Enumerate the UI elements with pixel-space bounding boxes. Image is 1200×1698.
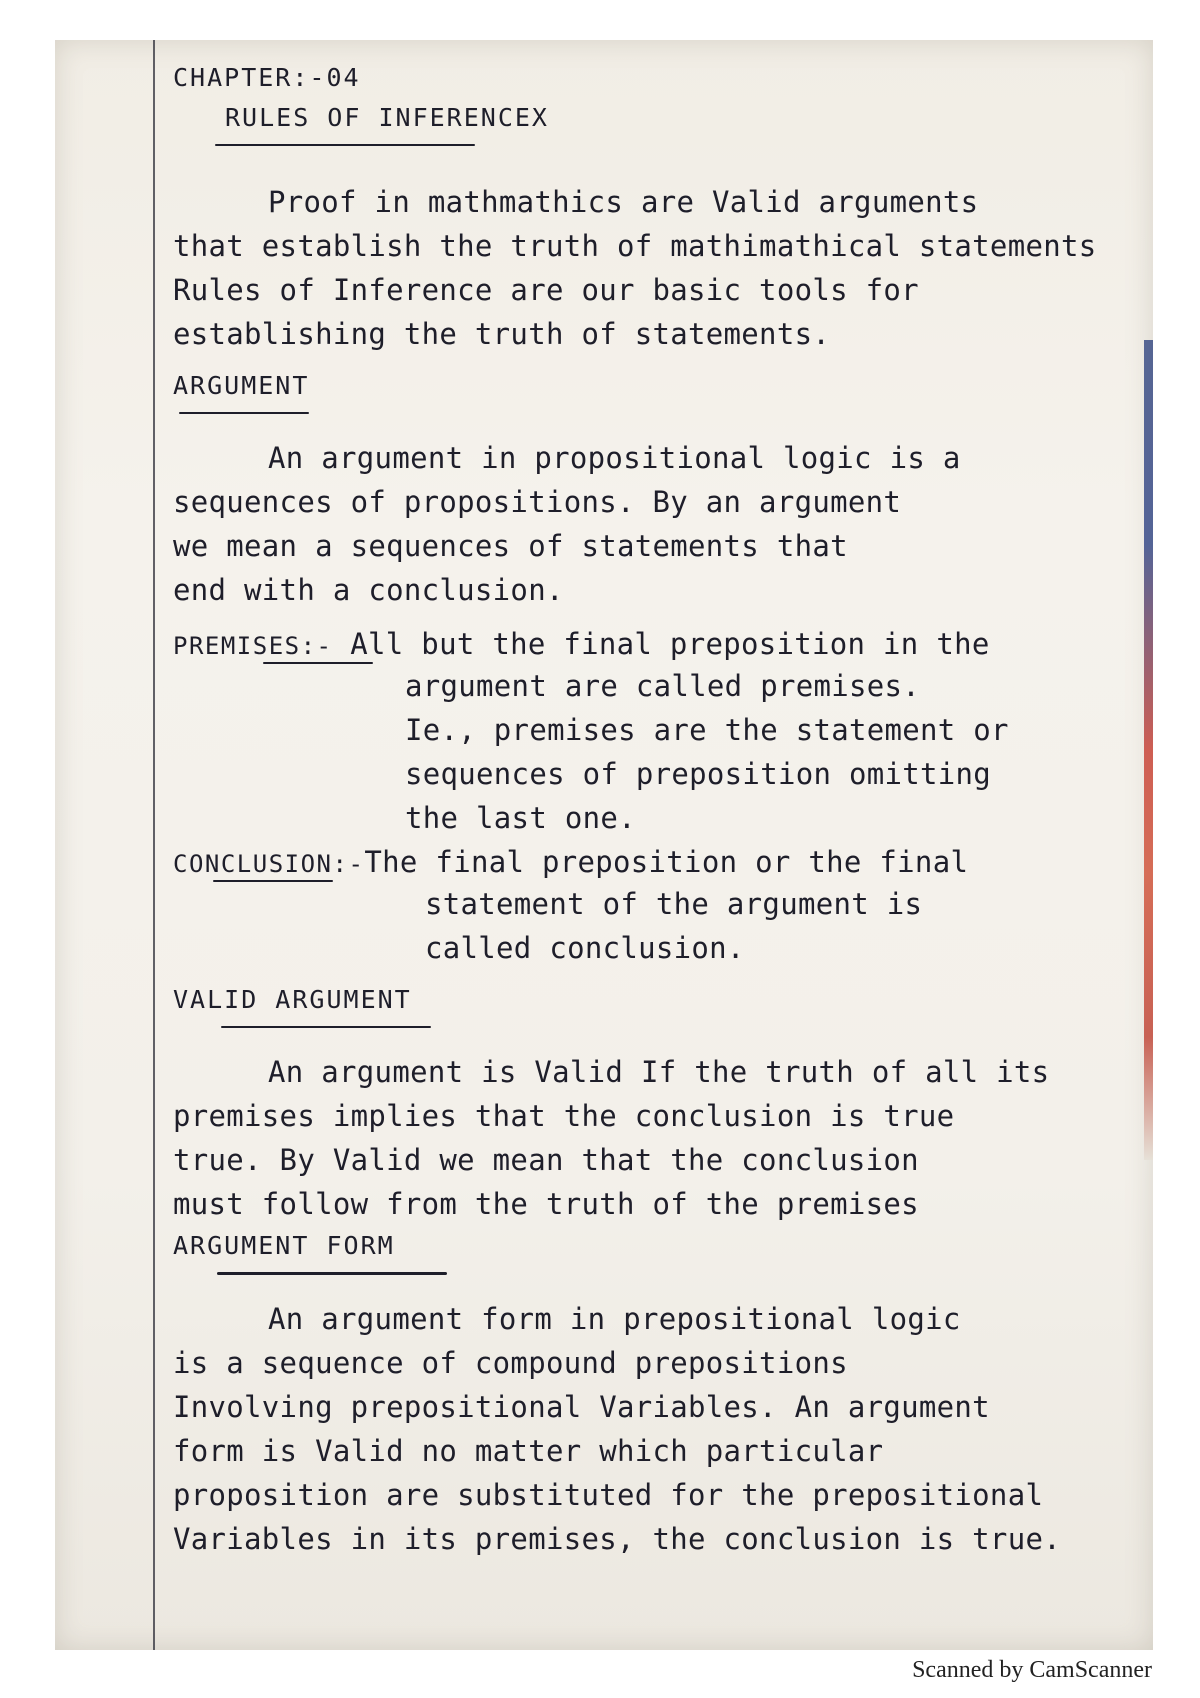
premises-label: PREMISES:-: [173, 632, 333, 660]
conclusion-section: [173, 840, 1133, 970]
intro-line: Proof in mathmathics are Valid arguments: [268, 185, 979, 219]
valid-argument-line: An argument is Valid If the truth of all its: [268, 1055, 1050, 1089]
handwritten-notes: [173, 58, 1133, 1561]
valid-argument-line: true. By Valid we mean that the conclusion: [173, 1143, 919, 1177]
argument-heading: ARGUMENT: [173, 371, 310, 400]
argument-form-line: Involving prepositional Variables. An argument: [173, 1390, 990, 1424]
conclusion-label: CONCLUSION:-: [173, 850, 365, 878]
argument-form-line: An argument form in prepositional logic: [268, 1302, 961, 1336]
argument-section: [173, 366, 1133, 612]
margin-line: [153, 40, 155, 1650]
notebook-page: [55, 40, 1153, 1650]
argument-line: end with a conclusion.: [173, 573, 564, 607]
chapter-heading: CHAPTER:-04: [173, 63, 361, 92]
intro-line: establishing the truth of statements.: [173, 317, 831, 351]
scanner-watermark: Scanned by CamScanner: [912, 1657, 1152, 1683]
conclusion-line: statement of the argument is: [425, 887, 923, 921]
argument-line: sequences of propositions. By an argument: [173, 485, 902, 519]
premises-section: [173, 622, 1133, 840]
argument-form-heading: ARGUMENT FORM: [173, 1231, 395, 1260]
premises-first-line: [173, 622, 1133, 668]
page-title: RULES OF INFERENCEX: [225, 103, 549, 132]
conclusion-first-line: [173, 840, 1133, 886]
argument-form-line: proposition are substituted for the prepositional: [173, 1478, 1044, 1512]
argument-form-line: Variables in its premises, the conclusion is true.: [173, 1522, 1061, 1556]
argument-form-section: [173, 1226, 1133, 1561]
notebook-binding-edge: [1144, 340, 1153, 1160]
argument-form-line: form is Valid no matter which particular: [173, 1434, 884, 1468]
valid-argument-line: premises implies that the conclusion is true: [173, 1099, 955, 1133]
premises-line: sequences of preposition omitting: [405, 757, 992, 791]
premises-line: the last one.: [405, 801, 636, 835]
argument-line: An argument in propositional logic is a: [268, 441, 961, 475]
conclusion-line: called conclusion.: [425, 931, 745, 965]
conclusion-line: The final preposition or the final: [364, 845, 969, 879]
premises-line: Ie., premises are the statement or: [405, 713, 1009, 747]
valid-argument-section: [173, 980, 1133, 1226]
intro-line: that establish the truth of mathimathical statements: [173, 229, 1097, 263]
intro-line: Rules of Inference are our basic tools for: [173, 273, 919, 307]
premises-line: argument are called premises.: [405, 669, 921, 703]
argument-form-line: is a sequence of compound prepositions: [173, 1346, 848, 1380]
premises-line: All but the final preposition in the: [350, 627, 990, 661]
valid-argument-heading: VALID ARGUMENT: [173, 985, 412, 1014]
argument-line: we mean a sequences of statements that: [173, 529, 848, 563]
intro-paragraph: [173, 180, 1133, 356]
valid-argument-line: must follow from the truth of the premises: [173, 1187, 919, 1221]
